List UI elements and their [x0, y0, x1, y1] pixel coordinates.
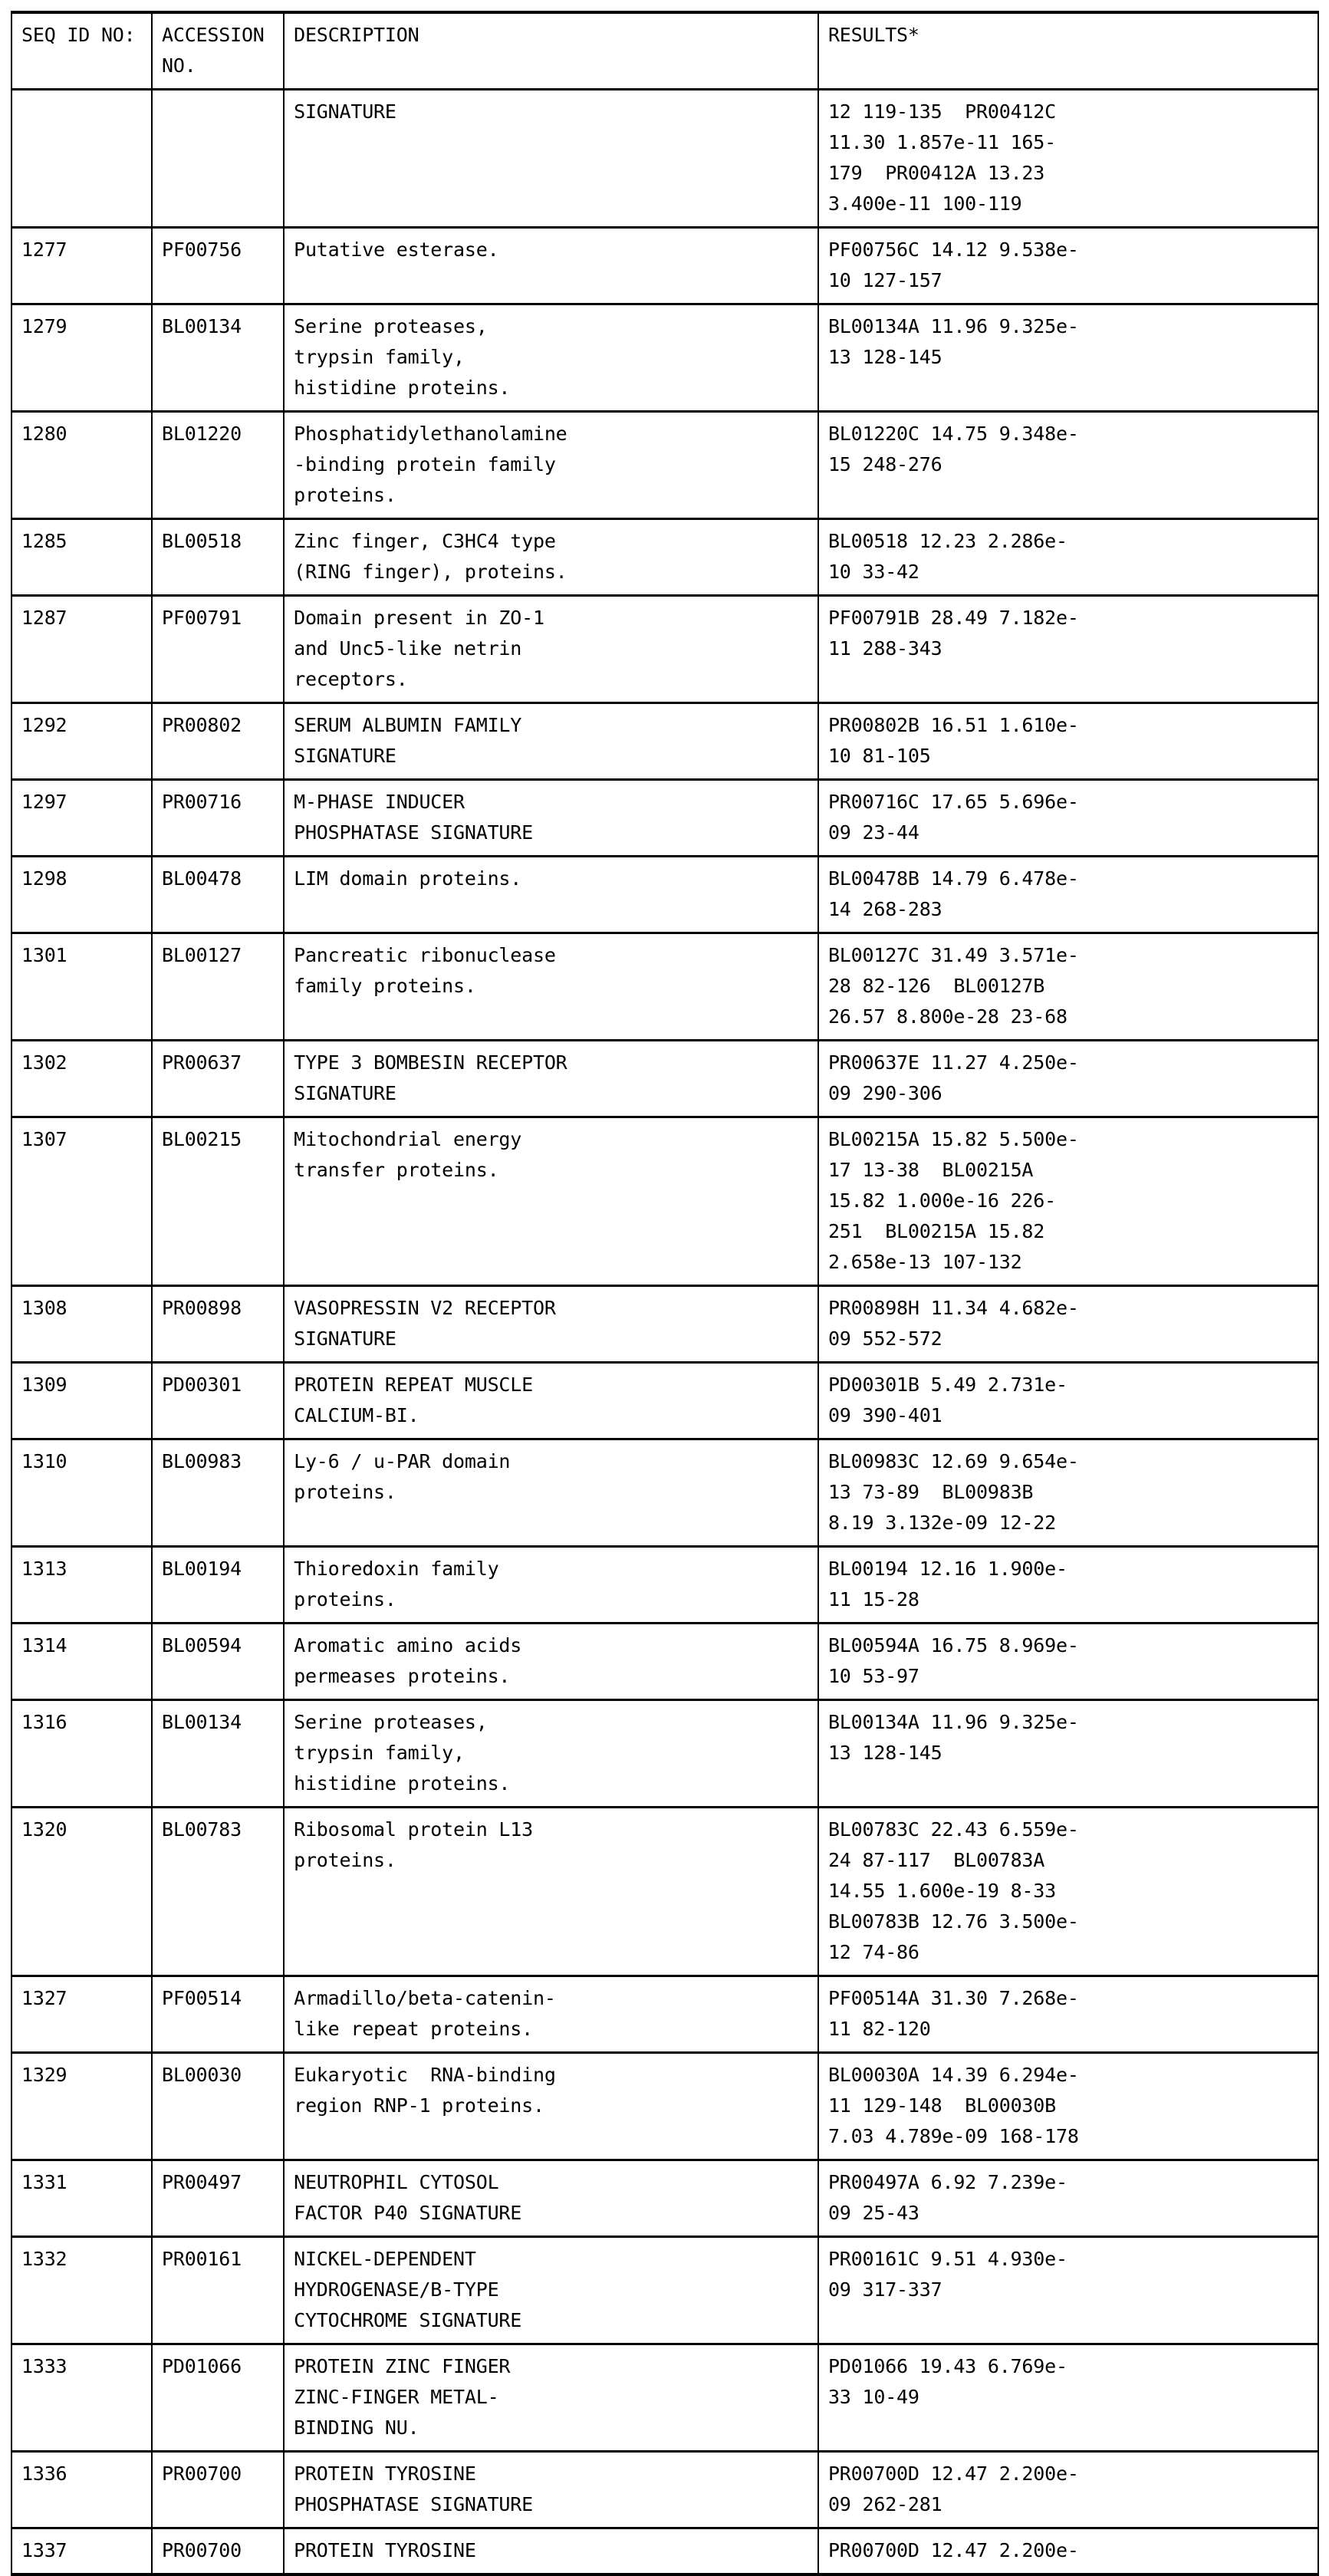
- table-row: [12, 1976, 1318, 2053]
- cell-seq-id: 1292: [12, 703, 152, 780]
- table-row: [12, 1700, 1318, 1808]
- cell-accession-no: PR00637: [152, 1041, 284, 1117]
- cell-results: BL00134A 11.96 9.325e- 13 128-145: [818, 1700, 1318, 1808]
- table-row: [12, 90, 1318, 228]
- column-header-accession-no: ACCESSION NO.: [152, 12, 284, 90]
- cell-results: PR00898H 11.34 4.682e- 09 552-572: [818, 1286, 1318, 1363]
- table-row: [12, 933, 1318, 1041]
- cell-accession-no: PD01066: [152, 2344, 284, 2452]
- cell-seq-id: 1280: [12, 412, 152, 519]
- cell-description: NICKEL-DEPENDENT HYDROGENASE/B-TYPE CYTOCHROME SIGNATURE: [284, 2237, 818, 2344]
- cell-seq-id: 1337: [12, 2528, 152, 2575]
- cell-seq-id: 1332: [12, 2237, 152, 2344]
- cell-seq-id: 1336: [12, 2452, 152, 2528]
- cell-description: Ribosomal protein L13 proteins.: [284, 1808, 818, 1976]
- table-row: [12, 304, 1318, 412]
- cell-accession-no: BL00215: [152, 1117, 284, 1286]
- table-header: [12, 12, 1318, 90]
- cell-results: PF00514A 31.30 7.268e- 11 82-120: [818, 1976, 1318, 2053]
- cell-seq-id: 1310: [12, 1439, 152, 1547]
- table-row: [12, 1439, 1318, 1547]
- cell-results: PR00497A 6.92 7.239e- 09 25-43: [818, 2160, 1318, 2237]
- cell-seq-id: 1333: [12, 2344, 152, 2452]
- cell-seq-id: 1320: [12, 1808, 152, 1976]
- cell-results: PR00700D 12.47 2.200e- 09 262-281: [818, 2452, 1318, 2528]
- cell-seq-id: 1301: [12, 933, 152, 1041]
- cell-description: Serine proteases, trypsin family, histidine proteins.: [284, 304, 818, 412]
- cell-accession-no: BL00478: [152, 857, 284, 933]
- column-header-results: RESULTS*: [818, 12, 1318, 90]
- cell-accession-no: BL00194: [152, 1547, 284, 1624]
- cell-results: PR00802B 16.51 1.610e- 10 81-105: [818, 703, 1318, 780]
- cell-description: Domain present in ZO-1 and Unc5-like netrin receptors.: [284, 596, 818, 703]
- cell-description: PROTEIN ZINC FINGER ZINC-FINGER METAL- BINDING NU.: [284, 2344, 818, 2452]
- cell-description: TYPE 3 BOMBESIN RECEPTOR SIGNATURE: [284, 1041, 818, 1117]
- cell-description: VASOPRESSIN V2 RECEPTOR SIGNATURE: [284, 1286, 818, 1363]
- cell-results: PR00716C 17.65 5.696e- 09 23-44: [818, 780, 1318, 857]
- table-row: [12, 1286, 1318, 1363]
- cell-seq-id: 1316: [12, 1700, 152, 1808]
- cell-accession-no: PF00514: [152, 1976, 284, 2053]
- column-header-seq-id: SEQ ID NO:: [12, 12, 152, 90]
- cell-accession-no: PR00497: [152, 2160, 284, 2237]
- cell-accession-no: BL00134: [152, 304, 284, 412]
- table-row: [12, 1041, 1318, 1117]
- cell-results: BL00127C 31.49 3.571e- 28 82-126 BL00127B 26.57 8.800e-28 23-68: [818, 933, 1318, 1041]
- cell-accession-no: BL00983: [152, 1439, 284, 1547]
- table-header-row: [12, 12, 1318, 90]
- table-row: [12, 2528, 1318, 2575]
- cell-description: LIM domain proteins.: [284, 857, 818, 933]
- cell-results: BL00215A 15.82 5.500e- 17 13-38 BL00215A 15.82 1.000e-16 226- 251 BL00215A 15.82 2.658e-13 107-132: [818, 1117, 1318, 1286]
- cell-description: Mitochondrial energy transfer proteins.: [284, 1117, 818, 1286]
- column-header-description: DESCRIPTION: [284, 12, 818, 90]
- cell-results: PD01066 19.43 6.769e- 33 10-49: [818, 2344, 1318, 2452]
- cell-results: PR00161C 9.51 4.930e- 09 317-337: [818, 2237, 1318, 2344]
- cell-seq-id: 1314: [12, 1624, 152, 1700]
- table-container: [11, 11, 1319, 2576]
- cell-accession-no: PF00756: [152, 228, 284, 304]
- sequence-listing-table: [11, 11, 1319, 2576]
- table-row: [12, 1363, 1318, 1439]
- cell-results: 12 119-135 PR00412C 11.30 1.857e-11 165- 179 PR00412A 13.23 3.400e-11 100-119: [818, 90, 1318, 228]
- cell-results: PR00637E 11.27 4.250e- 09 290-306: [818, 1041, 1318, 1117]
- cell-description: Thioredoxin family proteins.: [284, 1547, 818, 1624]
- cell-seq-id: 1298: [12, 857, 152, 933]
- cell-seq-id: 1287: [12, 596, 152, 703]
- cell-description: PROTEIN TYROSINE PHOSPHATASE SIGNATURE: [284, 2452, 818, 2528]
- cell-description: SERUM ALBUMIN FAMILY SIGNATURE: [284, 703, 818, 780]
- cell-results: BL00518 12.23 2.286e- 10 33-42: [818, 519, 1318, 596]
- table-row: [12, 780, 1318, 857]
- cell-results: PF00756C 14.12 9.538e- 10 127-157: [818, 228, 1318, 304]
- cell-results: BL00594A 16.75 8.969e- 10 53-97: [818, 1624, 1318, 1700]
- cell-seq-id: 1307: [12, 1117, 152, 1286]
- cell-accession-no: PR00700: [152, 2452, 284, 2528]
- cell-accession-no: PF00791: [152, 596, 284, 703]
- cell-description: Pancreatic ribonuclease family proteins.: [284, 933, 818, 1041]
- cell-seq-id: 1297: [12, 780, 152, 857]
- cell-description: M-PHASE INDUCER PHOSPHATASE SIGNATURE: [284, 780, 818, 857]
- cell-accession-no: BL00134: [152, 1700, 284, 1808]
- cell-accession-no: BL00518: [152, 519, 284, 596]
- cell-description: Serine proteases, trypsin family, histidine proteins.: [284, 1700, 818, 1808]
- cell-description: Putative esterase.: [284, 228, 818, 304]
- cell-description: PROTEIN TYROSINE: [284, 2528, 818, 2575]
- table-row: [12, 2160, 1318, 2237]
- table-row: [12, 2452, 1318, 2528]
- table-row: [12, 703, 1318, 780]
- cell-results: BL00194 12.16 1.900e- 11 15-28: [818, 1547, 1318, 1624]
- cell-results: PD00301B 5.49 2.731e- 09 390-401: [818, 1363, 1318, 1439]
- cell-accession-no: PR00802: [152, 703, 284, 780]
- cell-seq-id: 1308: [12, 1286, 152, 1363]
- table-row: [12, 596, 1318, 703]
- cell-results: PF00791B 28.49 7.182e- 11 288-343: [818, 596, 1318, 703]
- cell-accession-no: PR00898: [152, 1286, 284, 1363]
- cell-description: Aromatic amino acids permeases proteins.: [284, 1624, 818, 1700]
- cell-results: BL00783C 22.43 6.559e- 24 87-117 BL00783A 14.55 1.600e-19 8-33 BL00783B 12.76 3.500e- 12 74-86: [818, 1808, 1318, 1976]
- cell-accession-no: PR00700: [152, 2528, 284, 2575]
- cell-description: Armadillo/beta-catenin- like repeat proteins.: [284, 1976, 818, 2053]
- cell-results: BL00983C 12.69 9.654e- 13 73-89 BL00983B 8.19 3.132e-09 12-22: [818, 1439, 1318, 1547]
- cell-accession-no: PR00716: [152, 780, 284, 857]
- cell-accession-no: PD00301: [152, 1363, 284, 1439]
- table-row: [12, 1547, 1318, 1624]
- cell-results: BL00134A 11.96 9.325e- 13 128-145: [818, 304, 1318, 412]
- cell-description: Ly-6 / u-PAR domain proteins.: [284, 1439, 818, 1547]
- cell-description: Eukaryotic RNA-binding region RNP-1 proteins.: [284, 2053, 818, 2160]
- table-row: [12, 1117, 1318, 1286]
- cell-seq-id: 1279: [12, 304, 152, 412]
- cell-seq-id: 1285: [12, 519, 152, 596]
- cell-seq-id: 1277: [12, 228, 152, 304]
- cell-accession-no: BL00783: [152, 1808, 284, 1976]
- cell-accession-no: [152, 90, 284, 228]
- cell-description: SIGNATURE: [284, 90, 818, 228]
- cell-accession-no: BL00594: [152, 1624, 284, 1700]
- cell-description: Phosphatidylethanolamine -binding protein family proteins.: [284, 412, 818, 519]
- cell-results: BL01220C 14.75 9.348e- 15 248-276: [818, 412, 1318, 519]
- cell-seq-id: 1302: [12, 1041, 152, 1117]
- cell-description: Zinc finger, C3HC4 type (RING finger), proteins.: [284, 519, 818, 596]
- cell-seq-id: 1329: [12, 2053, 152, 2160]
- table-row: [12, 519, 1318, 596]
- table-body: [12, 90, 1318, 2575]
- table-row: [12, 1808, 1318, 1976]
- table-row: [12, 1624, 1318, 1700]
- cell-accession-no: PR00161: [152, 2237, 284, 2344]
- table-row: [12, 412, 1318, 519]
- cell-results: BL00478B 14.79 6.478e- 14 268-283: [818, 857, 1318, 933]
- cell-accession-no: BL00030: [152, 2053, 284, 2160]
- cell-seq-id: 1331: [12, 2160, 152, 2237]
- cell-accession-no: BL01220: [152, 412, 284, 519]
- cell-description: PROTEIN REPEAT MUSCLE CALCIUM-BI.: [284, 1363, 818, 1439]
- cell-seq-id: [12, 90, 152, 228]
- table-row: [12, 228, 1318, 304]
- cell-results: PR00700D 12.47 2.200e-: [818, 2528, 1318, 2575]
- cell-seq-id: 1327: [12, 1976, 152, 2053]
- cell-description: NEUTROPHIL CYTOSOL FACTOR P40 SIGNATURE: [284, 2160, 818, 2237]
- cell-results: BL00030A 14.39 6.294e- 11 129-148 BL00030B 7.03 4.789e-09 168-178: [818, 2053, 1318, 2160]
- cell-seq-id: 1313: [12, 1547, 152, 1624]
- cell-accession-no: BL00127: [152, 933, 284, 1041]
- cell-seq-id: 1309: [12, 1363, 152, 1439]
- table-row: [12, 2237, 1318, 2344]
- table-row: [12, 2053, 1318, 2160]
- table-row: [12, 857, 1318, 933]
- table-row: [12, 2344, 1318, 2452]
